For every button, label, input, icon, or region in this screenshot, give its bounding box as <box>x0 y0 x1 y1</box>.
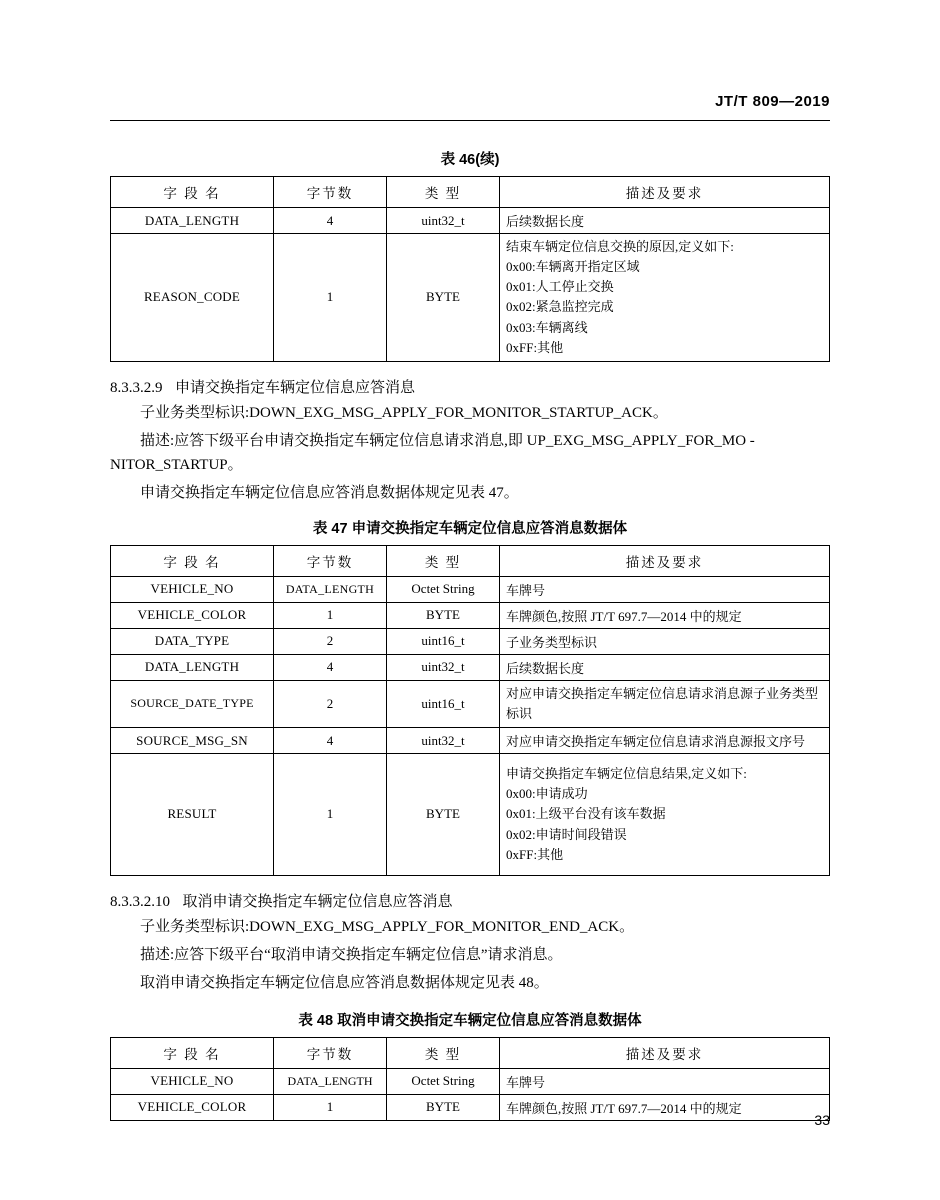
column-header-field-name: 字 段 名 <box>111 177 274 208</box>
column-header-description: 描述及要求 <box>500 177 830 208</box>
section-number: 8.3.3.2.10 <box>110 893 170 910</box>
cell-type: Octet String <box>387 576 500 602</box>
table-row <box>111 654 830 680</box>
cell-type: BYTE <box>387 234 500 362</box>
paragraph-sub-type-id: 子业务类型标识:DOWN_EXG_MSG_APPLY_FOR_MONITOR_STARTUP_ACK。 <box>140 404 668 421</box>
table-row <box>111 680 830 727</box>
table-row <box>111 754 830 876</box>
paragraph-description-cont: NITOR_STARTUP。 <box>110 456 243 473</box>
section-title: 申请交换指定车辆定位信息应答消息 <box>175 378 416 396</box>
cell-byte-count: 4 <box>274 728 387 754</box>
desc-line: 0x02:申请时间段错误 <box>506 826 627 842</box>
cell-description: 车牌号 <box>500 576 830 602</box>
cell-type: uint32_t <box>387 208 500 234</box>
cell-field-name: SOURCE_MSG_SN <box>111 728 274 754</box>
cell-byte-count: 1 <box>274 602 387 628</box>
paragraph-description: 描述:应答下级平台“取消申请交换指定车辆定位信息”请求消息。 <box>140 946 563 963</box>
paragraph-description: 描述:应答下级平台申请交换指定车辆定位信息请求消息,即 UP_EXG_MSG_APPLY_FOR_MO - <box>140 432 755 449</box>
desc-line: 0x00:申请成功 <box>506 786 588 802</box>
cell-description: 车牌颜色,按照 JT/T 697.7—2014 中的规定 <box>500 602 830 628</box>
desc-line: 0xFF:其他 <box>506 846 564 862</box>
standard-number-header: JT/T 809—2019 <box>715 93 830 110</box>
paragraph-sub-type-id: 子业务类型标识:DOWN_EXG_MSG_APPLY_FOR_MONITOR_END_ACK。 <box>140 918 635 935</box>
cell-type: BYTE <box>387 754 500 876</box>
page-content <box>110 140 830 1121</box>
cell-description: 车牌号 <box>500 1068 830 1094</box>
table-header-row <box>111 177 830 208</box>
cell-type: BYTE <box>387 1094 500 1120</box>
table-header-row <box>111 545 830 576</box>
desc-line: 结束车辆定位信息交换的原因,定义如下: <box>506 239 734 254</box>
table-row <box>111 576 830 602</box>
cell-description: 后续数据长度 <box>500 208 830 234</box>
cell-description: 车牌颜色,按照 JT/T 697.7—2014 中的规定 <box>500 1094 830 1120</box>
cell-field-name: REASON_CODE <box>111 234 274 362</box>
table-46-caption: 表 46(续) <box>440 152 500 168</box>
cell-field-name: DATA_TYPE <box>111 628 274 654</box>
cell-byte-count: 2 <box>274 680 387 727</box>
table-48-caption: 表 48 取消申请交换指定车辆定位信息应答消息数据体 <box>298 1012 642 1029</box>
desc-line: 0x03:车辆离线 <box>506 319 588 335</box>
section-heading-8-3-3-2-9 <box>110 376 830 397</box>
column-header-description: 描述及要求 <box>500 545 830 576</box>
column-header-byte-count: 字节数 <box>274 545 387 576</box>
table-47-caption: 表 47 申请交换指定车辆定位信息应答消息数据体 <box>312 520 628 537</box>
table-row <box>111 234 830 362</box>
column-header-byte-count: 字节数 <box>274 177 387 208</box>
section-number: 8.3.3.2.9 <box>110 379 163 396</box>
cell-type: uint32_t <box>387 728 500 754</box>
cell-byte-count: 1 <box>274 754 387 876</box>
table-row <box>111 628 830 654</box>
table-row <box>111 1094 830 1120</box>
cell-byte-count: 2 <box>274 628 387 654</box>
desc-line: 0xFF:其他 <box>506 339 564 355</box>
table-47 <box>110 545 830 876</box>
cell-type: Octet String <box>387 1068 500 1094</box>
column-header-field-name: 字 段 名 <box>111 545 274 576</box>
desc-line: 0x00:车辆离开指定区域 <box>506 259 640 275</box>
cell-byte-count: 4 <box>274 208 387 234</box>
desc-line: 0x01:人工停止交换 <box>506 279 614 295</box>
cell-type: BYTE <box>387 602 500 628</box>
desc-line: 标识 <box>506 705 533 721</box>
cell-field-name: DATA_LENGTH <box>111 208 274 234</box>
cell-type: uint16_t <box>387 628 500 654</box>
cell-field-name: DATA_LENGTH <box>111 654 274 680</box>
cell-field-name: VEHICLE_COLOR <box>111 602 274 628</box>
cell-field-name: VEHICLE_NO <box>111 576 274 602</box>
paragraph-table-reference: 取消申请交换指定车辆定位信息应答消息数据体规定见表 48。 <box>140 974 549 991</box>
cell-field-name: SOURCE_DATE_TYPE <box>111 680 274 727</box>
desc-line: 对应申请交换指定车辆定位信息请求消息源子业务类型 <box>506 685 819 701</box>
cell-description: 子业务类型标识 <box>500 628 830 654</box>
page-number: 33 <box>814 1112 830 1128</box>
table-48 <box>110 1037 830 1121</box>
column-header-description: 描述及要求 <box>500 1037 830 1068</box>
cell-description: 对应申请交换指定车辆定位信息请求消息源报文序号 <box>500 728 830 754</box>
cell-description <box>500 680 830 727</box>
cell-byte-count: DATA_LENGTH <box>274 1068 387 1094</box>
cell-byte-count: 1 <box>274 1094 387 1120</box>
cell-field-name: RESULT <box>111 754 274 876</box>
column-header-byte-count: 字节数 <box>274 1037 387 1068</box>
cell-field-name: VEHICLE_COLOR <box>111 1094 274 1120</box>
cell-description <box>500 754 830 876</box>
table-header-row <box>111 1037 830 1068</box>
column-header-field-name: 字 段 名 <box>111 1037 274 1068</box>
paragraph-table-reference: 申请交换指定车辆定位信息应答消息数据体规定见表 47。 <box>140 484 519 501</box>
table-row <box>111 1068 830 1094</box>
cell-byte-count: 1 <box>274 234 387 362</box>
cell-byte-count: 4 <box>274 654 387 680</box>
cell-description: 后续数据长度 <box>500 654 830 680</box>
column-header-type: 类 型 <box>387 545 500 576</box>
cell-description <box>500 234 830 362</box>
table-row <box>111 208 830 234</box>
desc-line: 0x01:上级平台没有该车数据 <box>506 806 666 822</box>
column-header-type: 类 型 <box>387 1037 500 1068</box>
section-heading-8-3-3-2-10 <box>110 890 830 911</box>
table-row <box>111 602 830 628</box>
cell-type: uint16_t <box>387 680 500 727</box>
cell-field-name: VEHICLE_NO <box>111 1068 274 1094</box>
header-divider <box>110 120 830 121</box>
table-46 <box>110 176 830 362</box>
cell-byte-count: DATA_LENGTH <box>274 576 387 602</box>
section-title: 取消申请交换指定车辆定位信息应答消息 <box>182 892 453 910</box>
table-row <box>111 728 830 754</box>
desc-line: 申请交换指定车辆定位信息结果,定义如下: <box>506 766 747 782</box>
column-header-type: 类 型 <box>387 177 500 208</box>
desc-line: 0x02:紧急监控完成 <box>506 299 614 315</box>
cell-type: uint32_t <box>387 654 500 680</box>
